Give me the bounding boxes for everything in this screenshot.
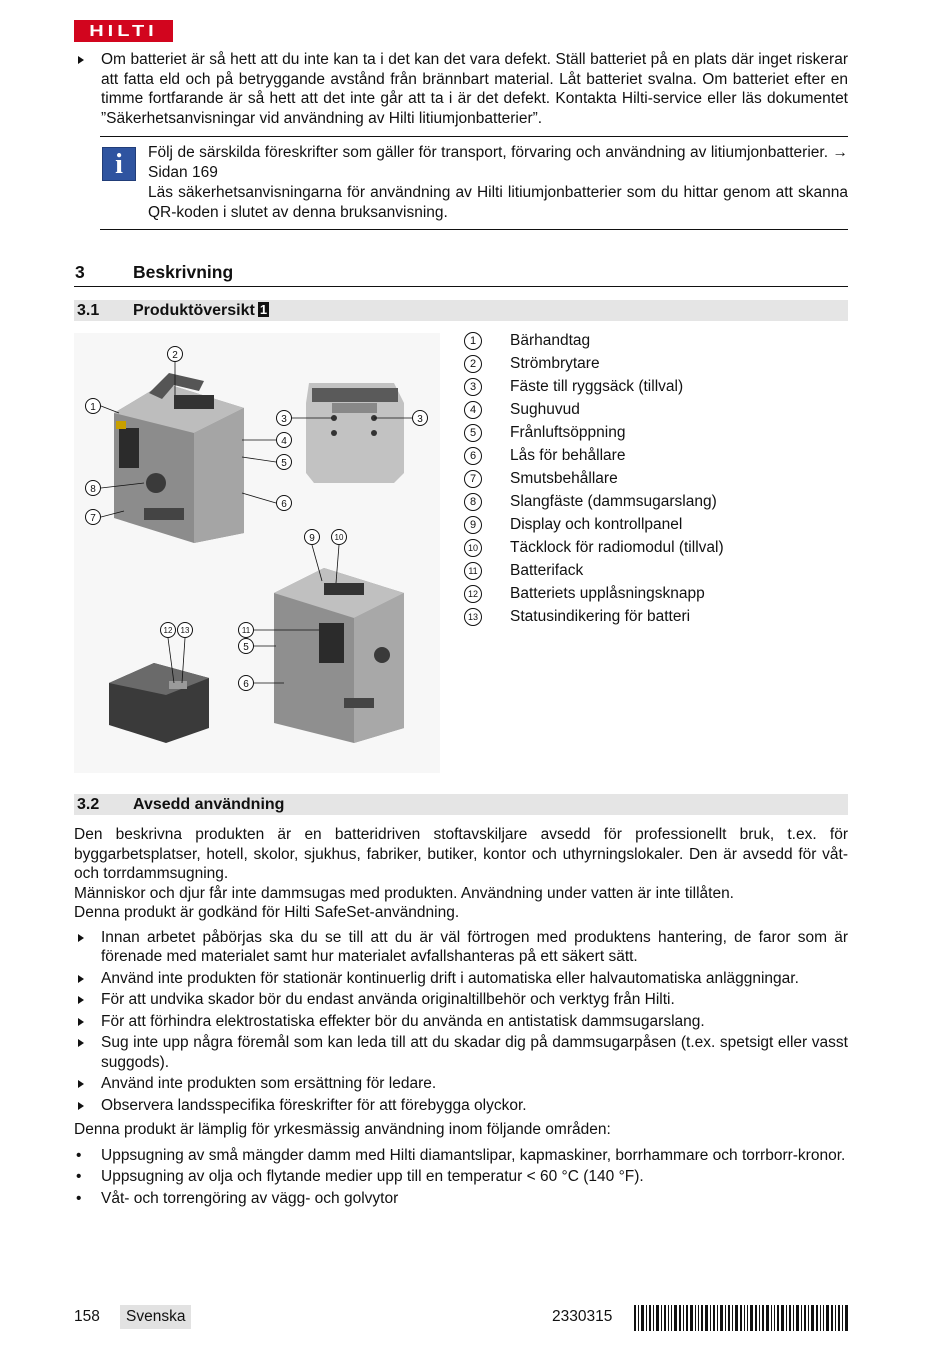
callout-3b [413,411,428,426]
legend-item: 10 Täcklock för radiomodul (tillval) [464,537,844,560]
callout-6 [277,496,292,511]
info-icon: i [102,147,136,181]
note-text-1: Följ de särskilda föreskrifter som gäller för transport, förvaring och användning av litiumjonbatterier. → Sidan 169 [148,144,848,181]
bullet-item: • Våt- och torrengöring av vägg- och golvytor [76,1189,399,1207]
callout-label: 1 [90,402,96,413]
callout-12 [161,623,176,638]
callout-label: 9 [309,533,315,544]
arrow-bullet-icon [78,996,84,1004]
barcode-icon [634,1305,848,1331]
list-item: Sug inte upp några föremål som kan leda till att du skadar dig på dammsugarpåsen (t.ex. spetsigt eller vasst suggods). [74,1033,848,1072]
paragraph: Människor och djur får inte dammsugas med produkten. Användning under vatten är inte tillåten. [74,884,734,902]
page-footer [74,1305,848,1331]
callout-10 [332,530,347,545]
figure-reference: 1 [259,302,268,317]
callout-label: 11 [241,626,251,635]
bullet-item: • Uppsugning av olja och flytande medier upp till en temperatur < 60 °C (140 °F). [76,1168,644,1185]
intended-use-section [74,825,848,1210]
arrow-bullet-icon [78,975,84,983]
callout-5b [239,639,254,654]
product-overview-figure [74,333,440,773]
arrow-bullet-icon [78,1018,84,1026]
note-text-2: Läs säkerhetsanvisningarna för användning av Hilti litiumjonbatterier som du hittar genom att skanna QR-koden i slutet av denna bruksanvisning. [148,184,848,221]
list-item: För att undvika skador bör du endast använda originaltillbehör och verktyg från Hilti. [74,990,848,1010]
callout-2 [168,347,183,362]
callout-3a [277,411,292,426]
vacuum-back-view [306,383,404,483]
list-item [74,50,848,128]
callout-9 [305,530,320,545]
callout-label: 8 [90,484,96,495]
legend-item: 1 Bärhandtag [464,330,844,353]
callout-8 [86,481,101,496]
language-label: Svenska [120,1305,191,1329]
legend-item: 12 Batteriets upplåsningsknapp [464,583,844,606]
arrow-bullet-icon [78,56,84,64]
arrow-bullet-icon [78,1080,84,1088]
list-item: Observera landsspecifika föreskrifter för att förebygga olyckor. [74,1096,848,1116]
callout-label: 5 [243,642,249,653]
legend-item: 2 Strömbrytare [464,353,844,376]
list-item: Innan arbetet påbörjas ska du se till att du är väl förtrogen med produktens hantering, de faror som är förenade med materialet samt hur materialet avfallshanteras på ett säkert sätt. [74,928,848,967]
legend-item: 9 Display och kontrollpanel [464,514,844,537]
bullet-dot-icon: • [76,1189,82,1207]
legend-item: 5 Frånluftsöppning [464,422,844,445]
figure-legend [464,330,844,629]
callout-label: 12 [163,626,173,635]
page-reference-link[interactable]: → Sidan 169 [148,144,848,181]
callout-label: 4 [281,436,287,447]
callout-7 [86,510,101,525]
callout-1 [86,399,101,414]
callout-label: 3 [281,414,287,425]
callout-label: 5 [281,458,287,469]
list-item: Använd inte produkten för stationär kontinuerlig drift i automatiska eller halvautomatiska anläggningar. [74,969,848,989]
info-note [100,136,848,230]
legend-item: 8 Slangfäste (dammsugarslang) [464,491,844,514]
intro-section [74,50,848,230]
section-heading-3-1: 3.1 Produktöversikt 1 [74,300,848,321]
bullet-item: • Uppsugning av små mängder damm med Hilti diamantslipar, kapmaskiner, borrhammare och torrborr-kronor. [76,1146,846,1164]
callout-label: 3 [417,414,423,425]
callout-4 [277,433,292,448]
paragraph: Den beskrivna produkten är en batteridriven stoftavskiljare avsedd för professionellt bruk, t.ex. för byggarbetsplatser, hotell, skolor, sjukhus, fabriker, butiker, kontor och uthyrningslokaler. Den är avsedd för våt- och torrdammsugning. [74,826,848,882]
section-heading-3: 3 Beskrivning [74,262,848,287]
legend-item: 11 Batterifack [464,560,844,583]
callout-5 [277,455,292,470]
legend-item: 7 Smutsbehållare [464,468,844,491]
list-item: För att förhindra elektrostatiska effekter bör du använda en antistatisk dammsugarslang. [74,1012,848,1032]
bullet-dot-icon: • [76,1146,82,1164]
callout-label: 2 [172,350,178,361]
callout-label: 7 [90,513,96,524]
section-heading-3-2: 3.2 Avsedd användning [74,794,848,815]
paragraph: Denna produkt är godkänd för Hilti SafeSet-användning. [74,904,460,921]
legend-item: 3 Fäste till ryggsäck (tillval) [464,376,844,399]
callout-label: 10 [334,533,344,542]
callout-11 [239,623,254,638]
legend-item: 4 Sughuvud [464,399,844,422]
callout-label: 6 [243,679,249,690]
legend-item: 13 Statusindikering för batteri [464,606,844,629]
callout-label: 13 [180,626,190,635]
document-number: 2330315 [552,1308,613,1325]
hilti-logo: HILTI [74,20,173,42]
paragraph: Denna produkt är lämplig för yrkesmässig användning inom följande områden: [74,1121,611,1138]
arrow-bullet-icon [78,934,84,942]
page-number: 158 [74,1308,100,1325]
legend-item: 6 Lås för behållare [464,445,844,468]
callout-13 [178,623,193,638]
list-item-text: Om batteriet är så hett att du inte kan ta i det kan det vara defekt. Ställ batteriet på en plats där inget riskerar att fatta eld och på betryggande avstånd från brännbart material. Låt batteriet svalna. Om batteriet efter en timme fortfarande är så hett att det inte går att ta i är det defekt. Kontakta Hilti-service eller läs dokumentet ”Säkerhetsanvisningar vid användning av Hilti litiumjonbatterier”. [101,51,848,127]
callout-label: 6 [281,499,287,510]
bullet-dot-icon: • [76,1168,82,1185]
vacuum-side-view [274,568,404,743]
callout-6b [239,676,254,691]
arrow-bullet-icon [78,1039,84,1047]
arrow-bullet-icon [78,1102,84,1110]
list-item: Använd inte produkten som ersättning för ledare. [74,1074,848,1094]
